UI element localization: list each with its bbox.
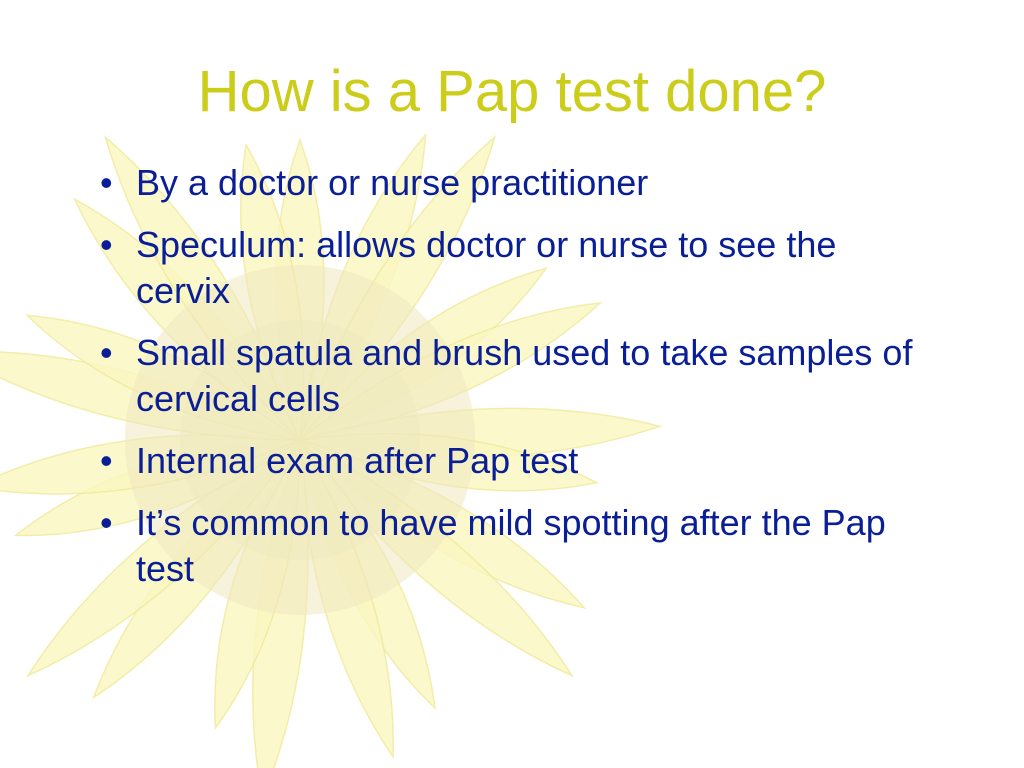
bullet-dot-icon: •: [100, 332, 113, 373]
bullet-item: [96, 222, 936, 314]
bullet-dot-icon: •: [100, 162, 113, 203]
bullet-text: It’s common to have mild spotting after the Pap test: [136, 502, 886, 589]
bullet-dot-icon: •: [100, 440, 113, 481]
bullet-item: [96, 500, 936, 592]
bullet-text: By a doctor or nurse practitioner: [136, 162, 649, 203]
bullet-text: Small spatula and brush used to take samples of cervical cells: [136, 332, 913, 419]
bullet-dot-icon: •: [100, 502, 113, 543]
bullet-item: [96, 438, 936, 484]
bullet-text: Internal exam after Pap test: [136, 440, 579, 481]
bullet-list: [96, 160, 936, 608]
bullet-text: Speculum: allows doctor or nurse to see the cervix: [136, 224, 837, 311]
bullet-dot-icon: •: [100, 224, 113, 265]
bullet-item: [96, 330, 936, 422]
slide-title: How is a Pap test done?: [197, 59, 827, 124]
bullet-item: [96, 160, 936, 206]
